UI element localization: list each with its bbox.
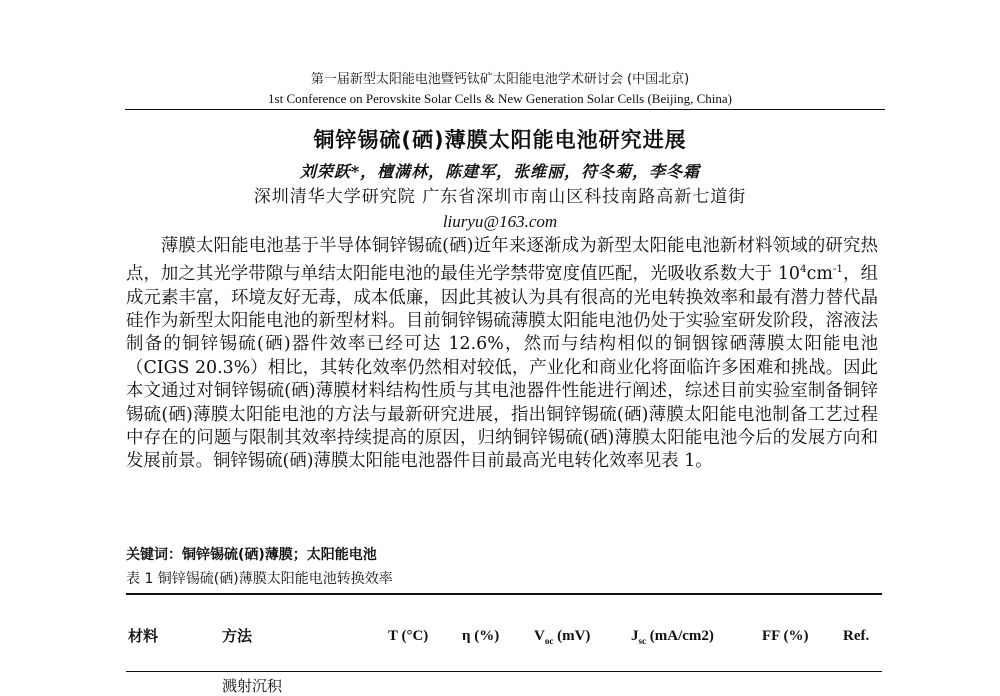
table-header-row <box>0 626 1000 648</box>
cell-method: 溅射沉积 <box>222 677 283 695</box>
abstract-unit: cm <box>806 264 833 285</box>
abstract-exponent-2: -1 <box>832 263 844 276</box>
voc-subscript: oc <box>544 636 554 646</box>
table-caption: 表 1 铜锌锡硫(硒)薄膜太阳能电池转换效率 <box>126 571 393 587</box>
voc-unit: (mV) <box>553 628 591 644</box>
col-header-material: 材料 <box>128 627 159 645</box>
col-header-temp: T (°C) <box>388 628 429 644</box>
jsc-symbol: J <box>631 628 639 644</box>
author-email[interactable]: liuryu@163.com <box>442 212 558 231</box>
keywords: 关键词：铜锌锡硫(硒)薄膜；太阳能电池 <box>126 547 377 563</box>
paper-affiliation: 深圳清华大学研究院 广东省深圳市南山区科技南路高新七道街 <box>253 187 747 207</box>
abstract-text-part2: ，组成元素丰富，环境友好无毒，成本低廉，因此其被认为具有很高的光电转换效率和最有潜力替代晶硅作为新型太阳能电池的新型材料。目前铜锌锡硫薄膜太阳能电池仍处于实验室研发阶段，溶液法制备的铜锌锡硫(硒)器件效率已经可达 12.6%，然而与结构相似的铜铟镓硒薄膜太阳能电池（CIGS 20.3%）相比，其转化效率仍然相对较低，产业化和商业化将面临许多困难和挑战。因此本文通过对铜锌锡硫(硒)薄膜材料结构性质与其电池器件性能进行阐述，综述目前实验室制备铜锌锡硫(硒)薄膜太阳能电池的方法与最新研究进展，指出铜锌锡硫(硒)薄膜太阳能电池制备工艺过程中存在的问题与限制其效率持续提高的原因，归纳铜锌锡硫(硒)薄膜太阳能电池今后的发展方向和发展前景。铜锌锡硫(硒)薄膜太阳能电池器件目前最高光电转化效率见表 1。 <box>126 264 878 472</box>
conference-header-cn: 第一届新型太阳能电池暨钙钛矿太阳能电池学术研讨会 (中国北京) <box>310 72 690 87</box>
voc-symbol: V <box>534 628 545 644</box>
abstract-text-part1: 薄膜太阳能电池基于半导体铜锌锡硫(硒)近年来逐渐成为新型太阳能电池新材料领域的研究热点，加之其光学带隙与单结太阳能电池的最佳光学禁带宽度值匹配，光吸收系数大于 10 <box>126 236 878 285</box>
col-header-jsc <box>631 626 714 651</box>
abstract-paragraph <box>126 235 878 474</box>
col-header-ref: Ref. <box>843 628 870 644</box>
col-header-voc <box>534 626 590 651</box>
conference-header-en: 1st Conference on Perovskite Solar Cells & New Generation Solar Cells (Beijing, China) <box>268 91 732 106</box>
paper-authors: 刘荣跃*，檀满林，陈建军，张维丽，符冬菊，李冬霜 <box>299 162 701 181</box>
col-header-ff: FF (%) <box>762 628 809 644</box>
col-header-method: 方法 <box>222 627 253 645</box>
jsc-unit: (mA/cm2) <box>646 628 714 644</box>
table-header-rule <box>126 671 882 672</box>
table-top-rule <box>126 593 882 595</box>
paper-title: 铜锌锡硫(硒)薄膜太阳能电池研究进展 <box>313 128 687 152</box>
col-header-eta: η (%) <box>462 628 500 644</box>
header-rule <box>125 109 885 110</box>
jsc-subscript: sc <box>638 636 646 646</box>
abstract-exponent: 4 <box>799 263 807 276</box>
table-row <box>0 676 1000 695</box>
